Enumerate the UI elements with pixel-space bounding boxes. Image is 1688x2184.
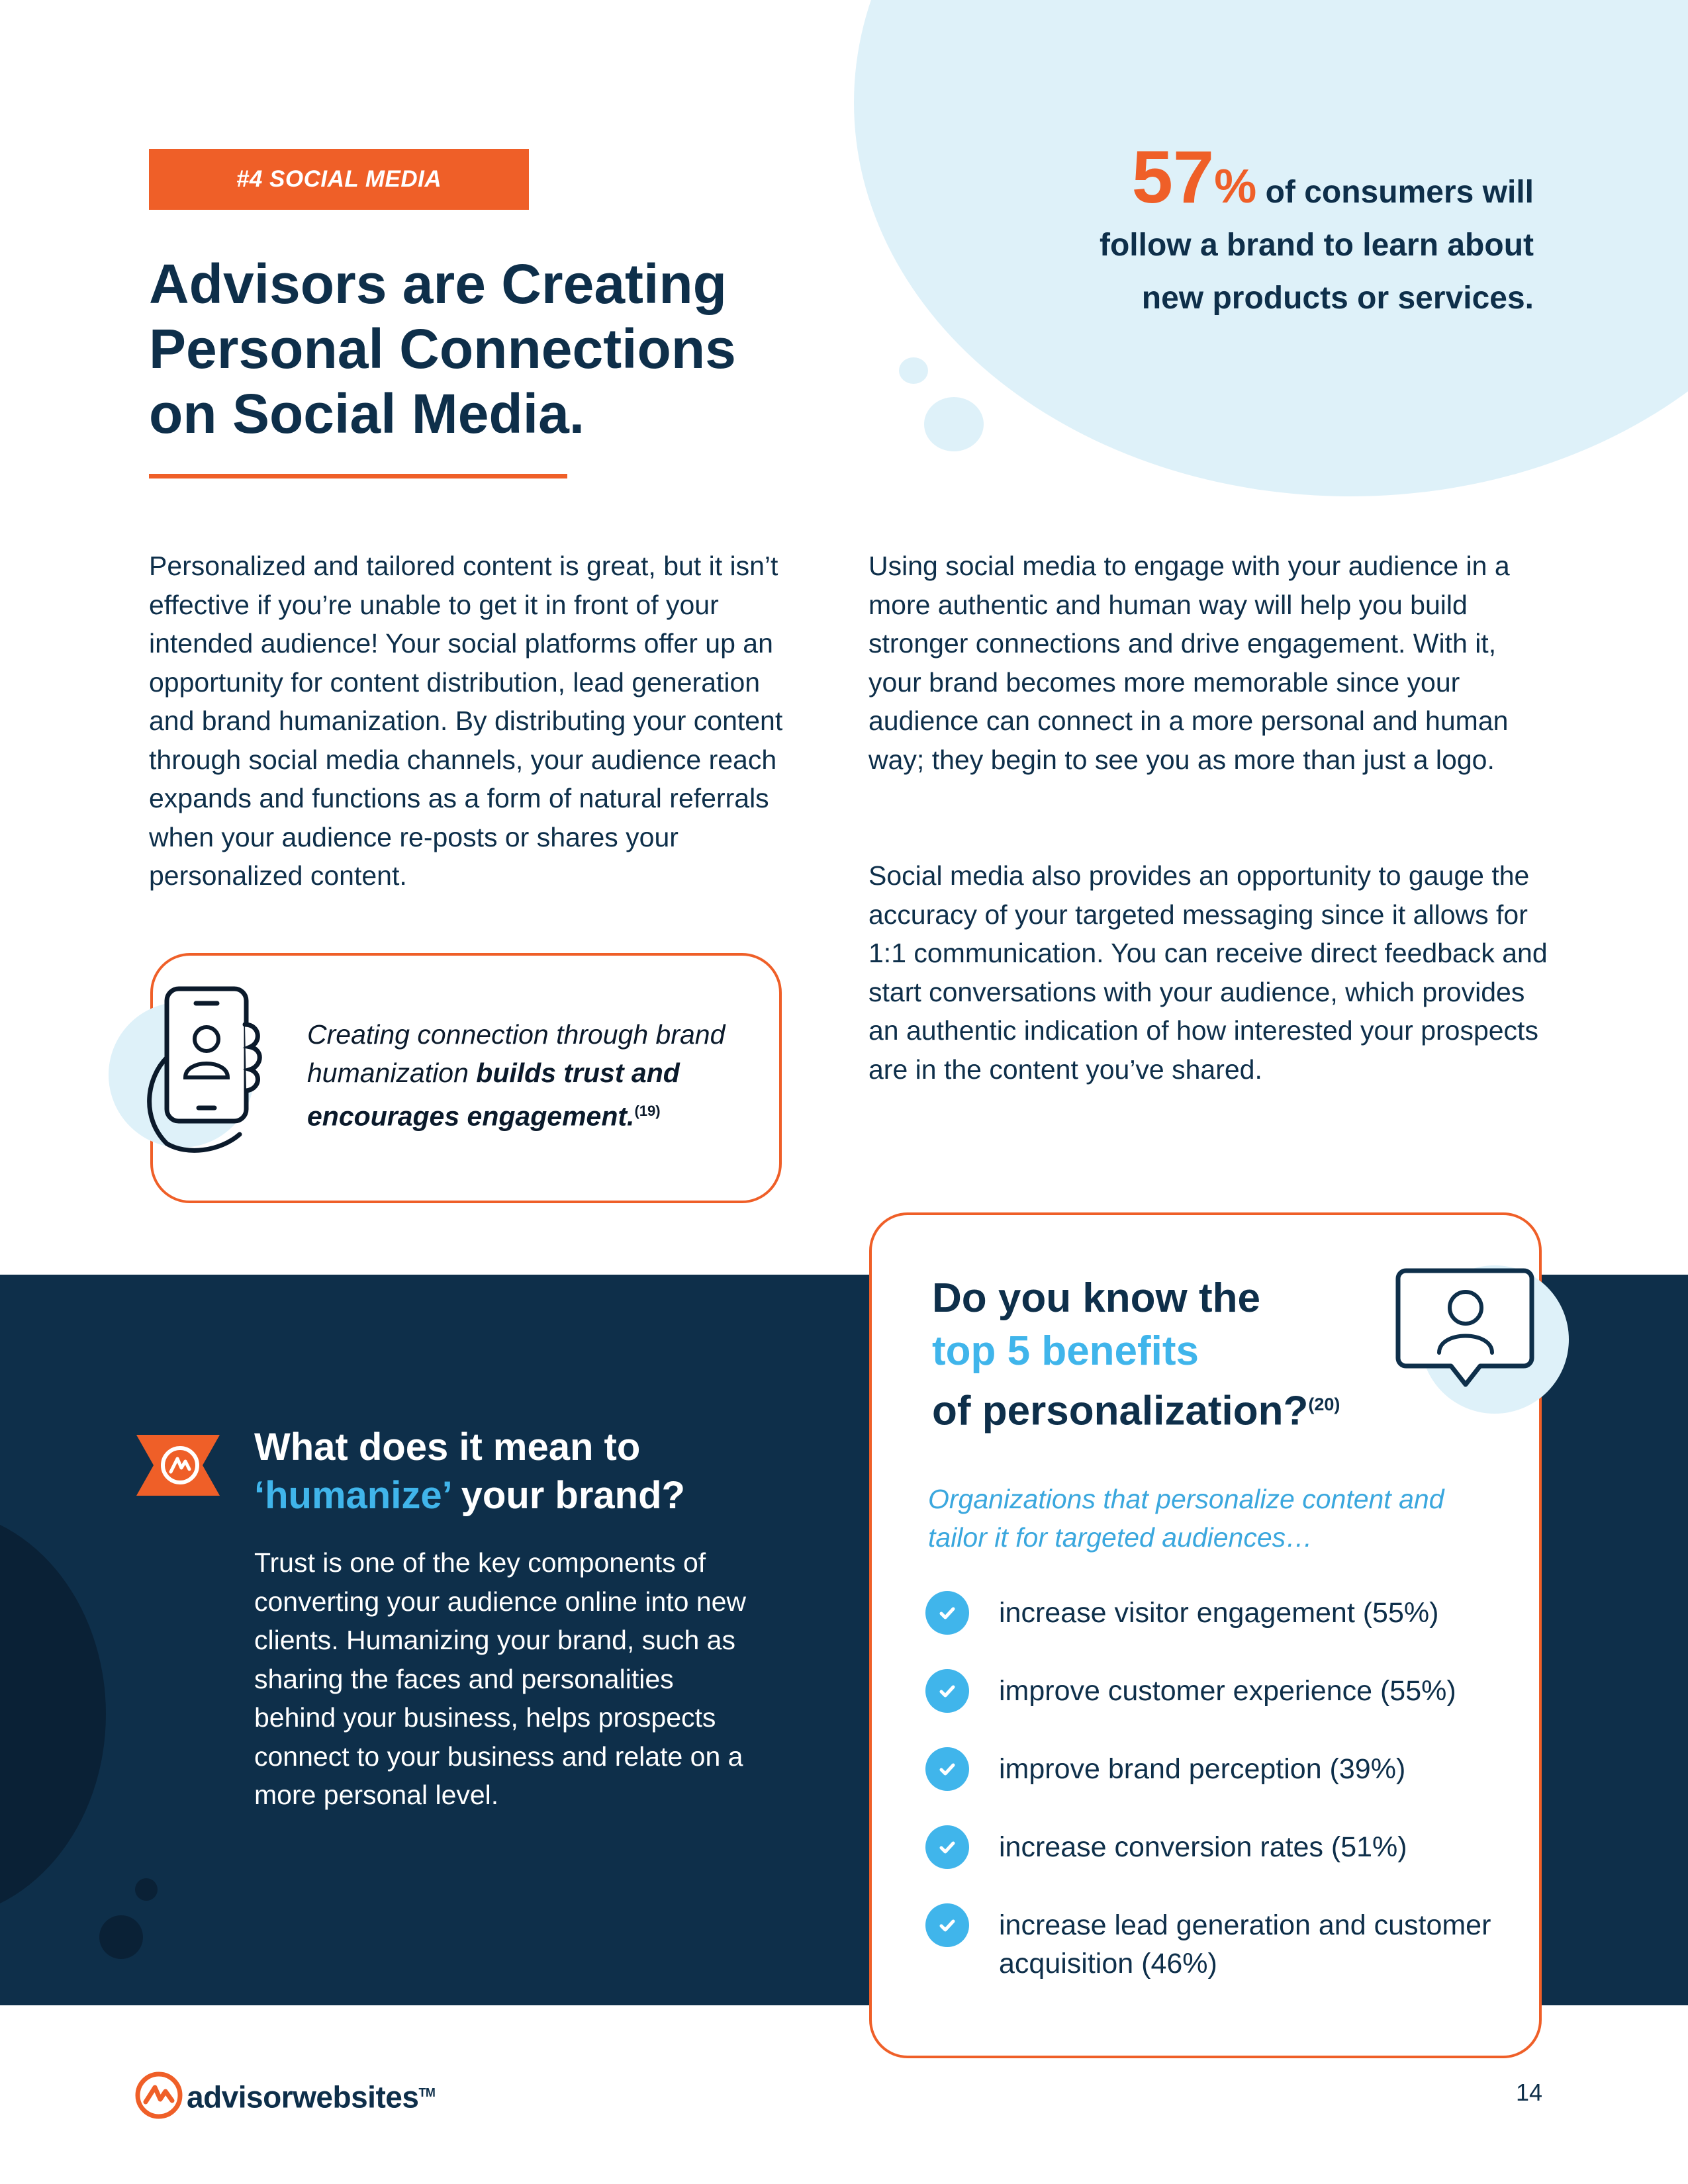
check-icon — [925, 1747, 969, 1791]
benefit-text: improve customer experience (55%) — [999, 1675, 1456, 1707]
benefit-text: improve brand perception (39%) — [999, 1753, 1406, 1785]
section-tag: #4 SOCIAL MEDIA — [149, 149, 529, 210]
engagement-paragraph: Using social media to engage with your audience in a more authentic and human way will help you build stronger connections and drive engagement. With it, your brand becomes more memorable since your audience can connect in a more personal and human way; they begin to see you as more than just a logo. — [868, 551, 1510, 775]
title-underline — [149, 474, 567, 478]
quote-text — [307, 1015, 757, 1136]
humanize-heading — [254, 1423, 784, 1520]
benefit-text: increase visitor engagement (55%) — [999, 1597, 1439, 1629]
benefit-text: increase lead generation and customer acquisition (46%) — [999, 1909, 1491, 1979]
intro-paragraph: Personalized and tailored content is great, but it isn’t effective if you’re unable to get it in front of your intended audience! Your social platforms offer up an opportunity for content distribution, lead generation and brand humanization. By distributing your content through social media channels, your audience reach expands and functions as a form of natural referrals when your audience re-posts or shares your personalized content. — [149, 551, 783, 891]
benefits-title — [932, 1272, 1395, 1438]
logo-trademark: TM — [418, 2086, 436, 2099]
list-item — [925, 1672, 1508, 1713]
decorative-bubble-small — [924, 397, 984, 451]
feedback-paragraph: Social media also provides an opportunity to gauge the accuracy of your targeted messaging since it allows for 1:1 communication. You can receive direct feedback and start conversations with your audience, which provides an authentic indication of how interested your prospects are in the content you’ve shared. — [868, 860, 1548, 1085]
humanize-paragraph: Trust is one of the key components of converting your audience online into new clients. Humanizing your brand, such as sharing the faces and personalities behind your business, helps prospects connect to your business and relate on a more personal level. — [254, 1547, 747, 1810]
stat-percent: % — [1214, 160, 1257, 213]
quote-citation: (19) — [634, 1103, 661, 1119]
decorative-dot — [99, 1915, 143, 1959]
flag-logo-icon — [136, 1435, 220, 1496]
decorative-dot — [135, 1878, 158, 1901]
humanize-heading-line: What does it mean to — [254, 1426, 641, 1469]
benefits-title-line: Do you know the — [932, 1275, 1260, 1321]
title-line: on Social Media. — [149, 383, 585, 445]
page-title — [149, 251, 745, 446]
phone-hand-icon — [127, 978, 286, 1157]
check-icon — [925, 1669, 969, 1713]
chat-user-icon — [1395, 1267, 1534, 1392]
decorative-bubble-small — [899, 357, 928, 384]
benefits-intro: Organizations that personalize content and tailor it for targeted audiences… — [928, 1484, 1444, 1553]
check-icon — [925, 1825, 969, 1869]
footer-logo[interactable] — [187, 2074, 435, 2115]
humanize-highlight: ‘humanize’ — [254, 1474, 451, 1517]
benefit-text: increase conversion rates (51%) — [999, 1831, 1407, 1863]
stat-number: 57 — [1131, 136, 1215, 218]
title-line: Personal Connections — [149, 318, 736, 380]
benefits-title-highlight: top 5 benefits — [932, 1328, 1199, 1374]
logo-text: advisorwebsites — [187, 2079, 419, 2115]
stat-callout — [872, 136, 1534, 325]
humanize-heading-rest: your brand? — [450, 1474, 685, 1517]
stat-text: of consumers will — [1256, 175, 1534, 210]
list-item — [925, 1594, 1508, 1635]
benefits-title-line: of personalization? — [932, 1388, 1309, 1434]
list-item — [925, 1828, 1508, 1869]
title-line: Advisors are Creating — [149, 253, 727, 315]
stat-text: follow a brand to learn about — [1099, 228, 1534, 263]
page-number: 14 — [1515, 2079, 1542, 2106]
check-icon — [925, 1903, 969, 1947]
quote-bold: builds trust and encourages engagement. — [307, 1058, 680, 1132]
list-item — [925, 1750, 1508, 1791]
check-icon — [925, 1591, 969, 1635]
advisorwebsites-logo-icon — [135, 2071, 183, 2119]
stat-text: new products or services. — [1141, 281, 1534, 316]
benefits-list — [925, 1594, 1508, 1983]
list-item — [925, 1906, 1508, 1983]
quote-plain: Creating connection through brand humanization — [307, 1019, 726, 1088]
benefits-citation: (20) — [1308, 1394, 1340, 1414]
